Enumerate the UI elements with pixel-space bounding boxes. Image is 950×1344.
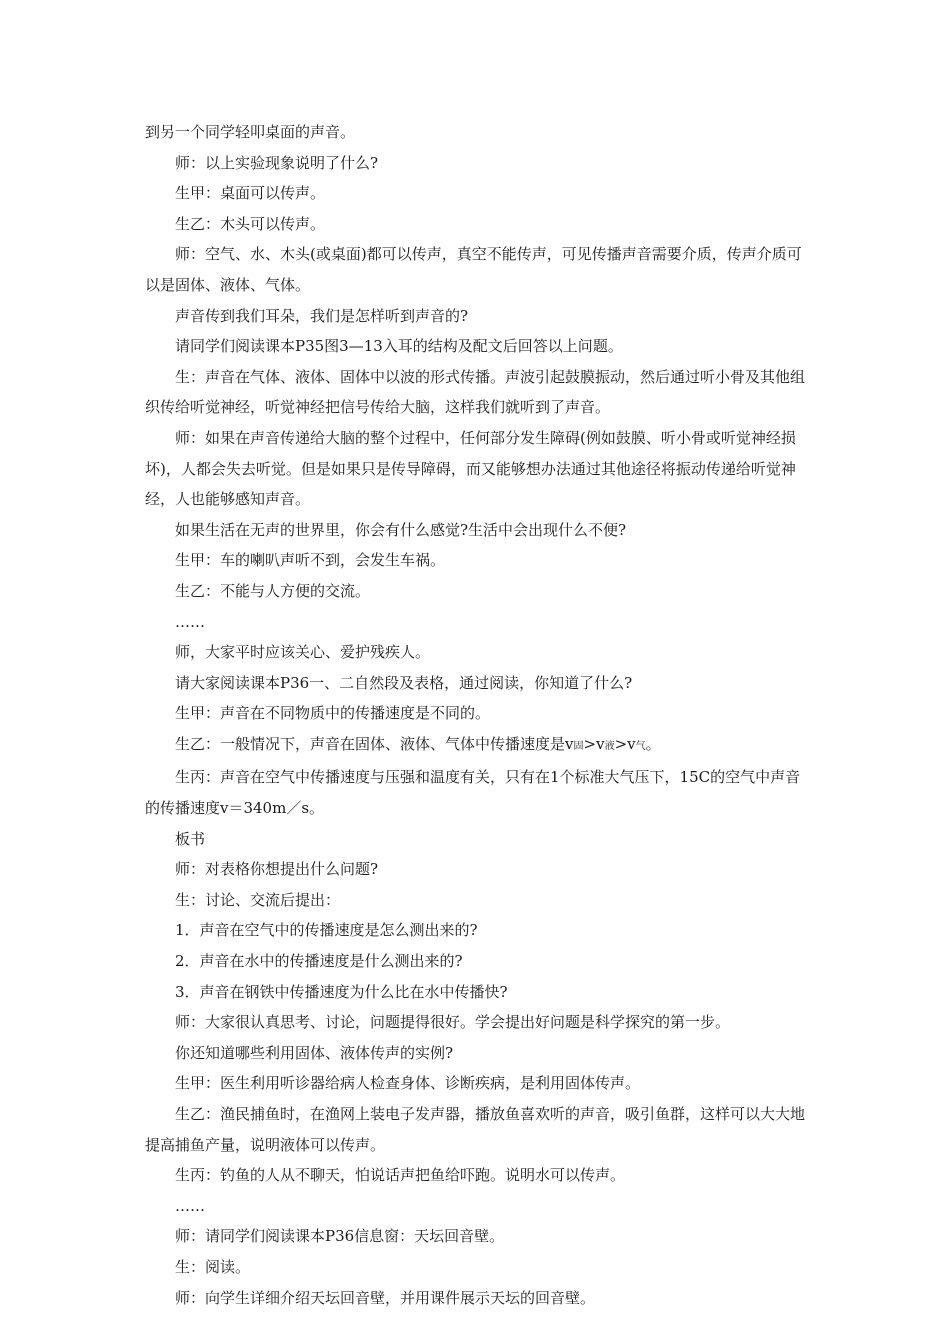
paragraph: 师：大家很认真思考、讨论，问题提得很好。学会提出好问题是科学探究的第一步。 <box>175 1013 731 1032</box>
speed-subscript: 液 <box>604 740 615 752</box>
paragraph: 生甲：车的喇叭声听不到，会发生车祸。 <box>175 551 446 570</box>
speed-gt: > <box>614 734 628 753</box>
paragraph: 2．声音在水中的传播速度是什么测出来的? <box>175 952 463 971</box>
speed-symbol: v <box>565 734 574 753</box>
speed-subscript: 固 <box>573 740 584 752</box>
speed-text: 。 <box>645 734 661 753</box>
paragraph: 生甲：桌面可以传声。 <box>175 184 326 203</box>
document-body <box>145 117 805 1313</box>
paragraph: 生甲：医生利用听诊器给病人检查身体、诊断疾病，是利用固体传声。 <box>175 1074 641 1093</box>
paragraph: 生乙：渔民捕鱼时，在渔网上装电子发声器，播放鱼喜欢听的声音，吸引鱼群，这样可以大大地提高捕鱼产量，说明液体可以传声。 <box>145 1105 806 1154</box>
speed-symbol: v <box>596 734 605 753</box>
paragraph: 板书 <box>175 829 206 848</box>
paragraph: 生乙：木头可以传声。 <box>175 214 326 233</box>
paragraph: 生：讨论、交流后提出： <box>175 890 341 909</box>
paragraph: 3．声音在钢铁中传播速度为什么比在水中传播快? <box>175 982 508 1001</box>
paragraph: 到另一个同学轻叩桌面的声音。 <box>145 123 356 141</box>
paragraph: 师，大家平时应该关心、爱护残疾人。 <box>175 643 431 662</box>
paragraph: 请大家阅读课本P36一、二自然段及表格，通过阅读，你知道了什么? <box>175 673 633 692</box>
paragraph: 生丙：声音在空气中传播速度与压强和温度有关，只有在1个标准大气压下，15C的空气中声音的传播速度v＝340m／s。 <box>145 768 801 818</box>
paragraph: 师：以上实验现象说明了什么? <box>175 153 379 172</box>
speed-text: 生乙：一般情况下，声音在固体、液体、气体中传播速度是 <box>175 734 566 753</box>
paragraph: 师：如果在声音传递给大脑的整个过程中，任何部分发生障碍(例如鼓膜、听小骨或听觉神经损坏)，人都会失去听觉。但是如果只是传导障碍，而又能够想办法通过其他途径将振动传递给听觉神经，人也能够感知声音。 <box>145 428 796 509</box>
speed-symbol: v <box>627 734 636 753</box>
paragraph: 师：向学生详细介绍天坛回音壁，并用课件展示天坛的回音壁。 <box>175 1288 596 1307</box>
paragraph: 生：声音在气体、液体、固体中以波的形式传播。声波引起鼓膜振动，然后通过听小骨及其他组织传给听觉神经，听觉神经把信号传给大脑，这样我们就听到了声音。 <box>145 367 806 417</box>
paragraph: 声音传到我们耳朵，我们是怎样听到声音的? <box>175 306 469 325</box>
paragraph: 师：请同学们阅读课本P36信息窗：天坛回音壁。 <box>175 1227 505 1246</box>
speed-gt: > <box>583 734 597 753</box>
paragraph: 生丙：钓鱼的人从不聊天，怕说话声把鱼给吓跑。说明水可以传声。 <box>175 1166 626 1185</box>
paragraph: …… <box>175 612 205 631</box>
paragraph: 生乙：不能与人方便的交流。 <box>175 581 371 600</box>
paragraph: …… <box>175 1196 205 1215</box>
paragraph: 你还知道哪些利用固体、液体传声的实例? <box>175 1043 454 1062</box>
paragraph-speed-comparison <box>145 729 805 763</box>
paragraph: 生甲：声音在不同物质中的传播速度是不同的。 <box>175 704 491 723</box>
paragraph: 师：对表格你想提出什么问题? <box>175 860 379 879</box>
paragraph: 生：阅读。 <box>175 1257 251 1276</box>
speed-subscript: 气 <box>635 740 646 752</box>
paragraph: 如果生活在无声的世界里，你会有什么感觉?生活中会出现什么不便? <box>175 520 627 539</box>
paragraph: 1．声音在空气中的传播速度是怎么测出来的? <box>175 921 478 940</box>
paragraph: 请同学们阅读课本P35图3—13入耳的结构及配文后回答以上问题。 <box>175 337 623 356</box>
paragraph: 师：空气、水、木头(或桌面)都可以传声，真空不能传声，可见传播声音需要介质，传声介质可以是固体、液体、气体。 <box>145 245 802 294</box>
